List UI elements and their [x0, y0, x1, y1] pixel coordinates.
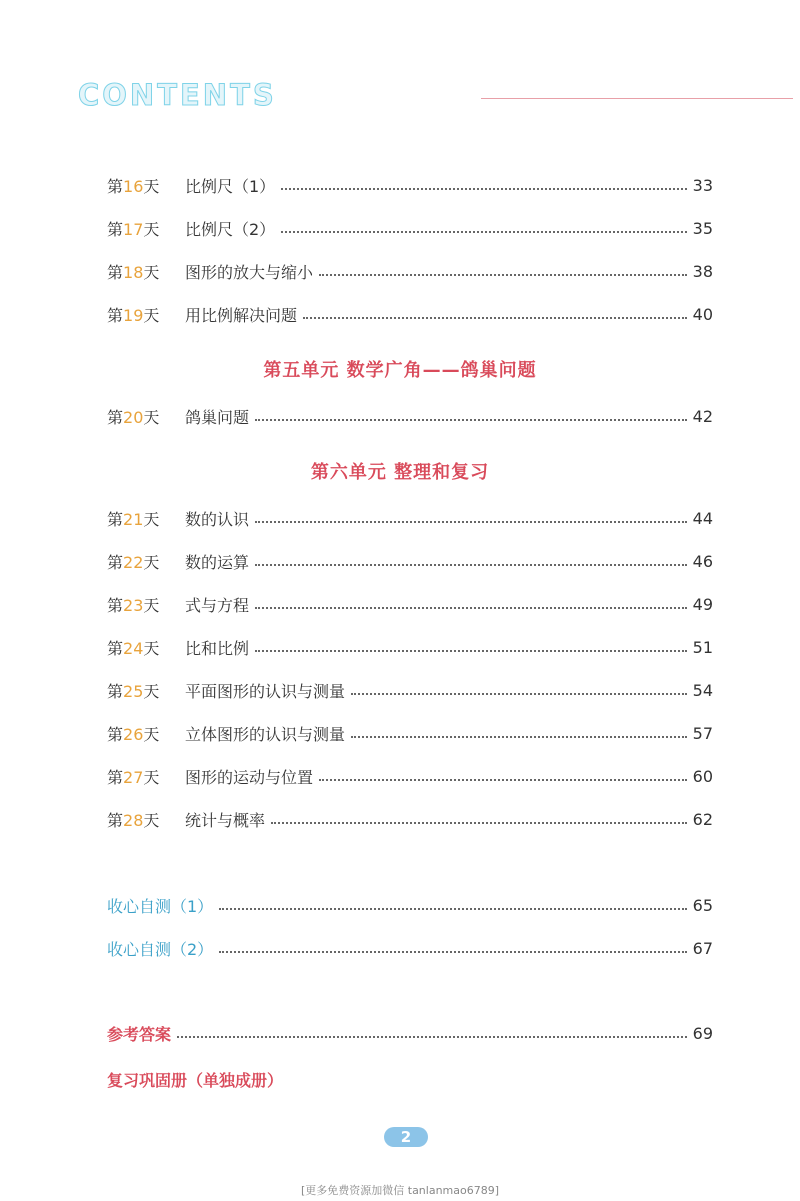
answers-title: 参考答案 [107, 1024, 172, 1044]
entry-title: 立体图形的认识与测量 [185, 724, 346, 744]
page-number: 60 [692, 766, 713, 786]
toc-entry[interactable] [107, 215, 713, 241]
dot-leader [255, 563, 687, 566]
dot-leader [271, 821, 687, 824]
entry-title: 平面图形的认识与测量 [185, 681, 346, 701]
page-number: 67 [692, 938, 713, 958]
day-label: 第20天 [107, 407, 160, 427]
review-title: 复习巩固册（单独成册） [107, 1070, 284, 1090]
day-label: 第21天 [107, 509, 160, 529]
toc-entry[interactable] [107, 403, 713, 429]
dot-leader [177, 1035, 687, 1038]
dot-leader [255, 520, 687, 523]
page-number: 35 [692, 218, 713, 238]
contents-title: CONTENTS [78, 78, 277, 112]
toc-entry[interactable] [107, 677, 713, 703]
quiz-entry[interactable] [107, 935, 713, 961]
unit-heading: 第六单元 整理和复习 [310, 462, 490, 483]
entry-title: 比例尺（1） [185, 176, 276, 196]
entry-title: 数的运算 [185, 552, 250, 572]
page-number: 65 [692, 895, 713, 915]
page-number: 44 [692, 508, 713, 528]
dot-leader [255, 649, 687, 652]
dot-leader [319, 273, 687, 276]
dot-leader [255, 418, 687, 421]
page-number: 57 [692, 723, 713, 743]
entry-title: 数的认识 [185, 509, 250, 529]
toc-entry[interactable] [107, 591, 713, 617]
day-label: 第22天 [107, 552, 160, 572]
toc-entry[interactable] [107, 720, 713, 746]
answers-entry[interactable] [107, 1020, 713, 1046]
day-label: 第24天 [107, 638, 160, 658]
unit-heading: 第五单元 数学广角——鸽巢问题 [263, 360, 537, 381]
toc-entry[interactable] [107, 505, 713, 531]
page-number: 51 [692, 637, 713, 657]
toc-entry[interactable] [107, 301, 713, 327]
page-number: 33 [692, 175, 713, 195]
dot-leader [351, 735, 687, 738]
review-entry[interactable] [107, 1066, 713, 1092]
toc-entry[interactable] [107, 172, 713, 198]
header-divider [481, 98, 793, 99]
entry-title: 比例尺（2） [185, 219, 276, 239]
toc-entry[interactable] [107, 763, 713, 789]
page-number: 49 [692, 594, 713, 614]
page-number: 46 [692, 551, 713, 571]
dot-leader [319, 778, 687, 781]
day-label: 第17天 [107, 219, 160, 239]
day-label: 第25天 [107, 681, 160, 701]
dot-leader [255, 606, 687, 609]
day-label: 第23天 [107, 595, 160, 615]
page-number: 69 [692, 1023, 713, 1043]
entry-title: 鸽巢问题 [185, 407, 250, 427]
page-number: 42 [692, 406, 713, 426]
day-label: 第19天 [107, 305, 160, 325]
dot-leader [281, 187, 686, 190]
dot-leader [281, 230, 686, 233]
dot-leader [303, 316, 687, 319]
quiz-title: 收心自测（2） [107, 939, 214, 959]
entry-title: 图形的运动与位置 [185, 767, 314, 787]
entry-title: 统计与概率 [185, 810, 266, 830]
toc-entry[interactable] [107, 258, 713, 284]
page-number: 40 [692, 304, 713, 324]
day-label: 第27天 [107, 767, 160, 787]
entry-title: 式与方程 [185, 595, 250, 615]
dot-leader [351, 692, 687, 695]
day-label: 第16天 [107, 176, 160, 196]
page-number-badge: 2 [384, 1127, 428, 1147]
quiz-entry[interactable] [107, 892, 713, 918]
dot-leader [219, 950, 686, 953]
toc-entry[interactable] [107, 634, 713, 660]
page-number: 38 [692, 261, 713, 281]
day-label: 第18天 [107, 262, 160, 282]
entry-title: 用比例解决问题 [185, 305, 298, 325]
toc-entry[interactable] [107, 806, 713, 832]
day-label: 第26天 [107, 724, 160, 744]
quiz-title: 收心自测（1） [107, 896, 214, 916]
dot-leader [219, 907, 686, 910]
page-number: 54 [692, 680, 713, 700]
page-number: 62 [692, 809, 713, 829]
footer-note: [更多免费资源加微信 tanlanmao6789] [300, 1184, 500, 1197]
day-label: 第28天 [107, 810, 160, 830]
toc-entry[interactable] [107, 548, 713, 574]
entry-title: 图形的放大与缩小 [185, 262, 314, 282]
entry-title: 比和比例 [185, 638, 250, 658]
